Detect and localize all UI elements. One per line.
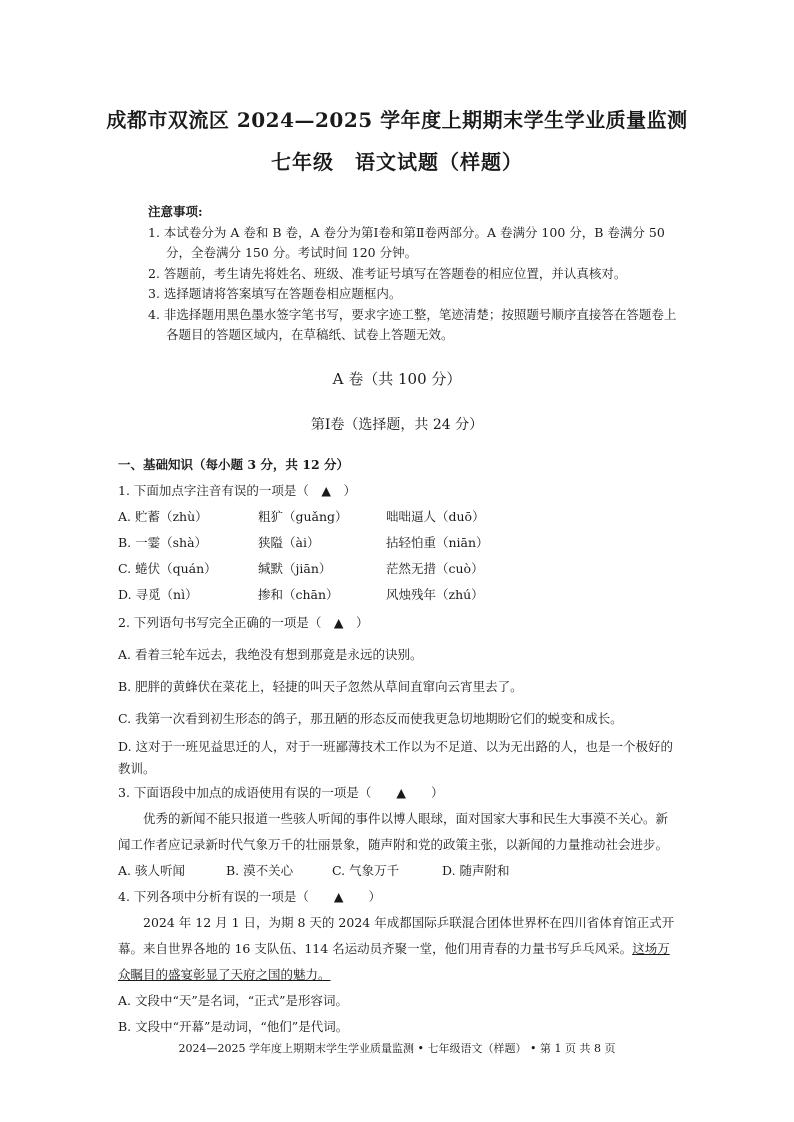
option-cell: 狭隘（ài） [258,535,320,550]
q1-option-d [118,582,678,608]
q4-option-a: A. 文段中“天”是名词，“正式”是形容词。 [118,993,349,1008]
option-cell: C. 蜷伏（quán） [118,561,217,576]
option-cell: B. 一霎（shà） [118,535,208,550]
option-cell: A. 贮蓄（zhù） [118,509,208,524]
q3-options [118,858,678,884]
q1-stem: 1. 下面加点字注音有误的一项是（ ▲ ） [118,483,357,498]
note-item: 3. 选择题请将答案填写在答题卷相应题框内。 [148,286,402,301]
questions-body [118,452,678,1040]
option-cell: 粗犷（guǎng） [258,509,348,524]
option-cell: 掺和（chān） [258,587,339,602]
q4-stem: 4. 下列各项中分析有误的一项是（ ▲ ） [118,889,382,904]
q3-passage: 优秀的新闻不能只报道一些骇人听闻的事件以博人眼球，面对国家大事和民生大事漠不关心。新闻工作者应记录新时代气象万千的壮丽景象，随声附和党的政策主张，以新闻的力量推动社会进步。 [118,811,669,852]
option-cell: 风烛残年（zhú） [386,587,484,602]
option-cell: D. 随声附和 [442,863,510,878]
notes-section [148,202,688,346]
option-cell: 咄咄逼人（duō） [386,509,485,524]
q2-option-d: D. 这对于一班见益思迁的人，对于一班鄙薄技术工作以为不足道、以为无出路的人，也是一个极好的教训。 [118,739,674,776]
section-i-heading: 第Ⅰ卷（选择题，共 24 分） [310,417,484,433]
q1-option-c [118,556,678,582]
page-footer: 2024—2025 学年度上期期末学生学业质量监测 • 七年级语文（样题） • 第 1 页 共 8 页 [178,1042,616,1055]
note-item: 4. 非选择题用黑色墨水签字笔书写，要求字迹工整，笔迹清楚；按照题号顺序直接答在答题卷上各题目的答题区域内，在草稿纸、试卷上答题无效。 [148,306,677,342]
q4-passage [118,910,678,988]
option-cell: C. 气象万千 [332,863,400,878]
option-cell: B. 漠不关心 [226,863,294,878]
q2-option-b: B. 肥胖的黄蜂伏在菜花上，轻捷的叫天子忽然从草间直窜向云宵里去了。 [118,679,523,694]
note-item: 2. 答题前，考生请先将姓名、班级、准考证号填写在答题卷的相应位置，并认真核对。 [148,265,627,281]
option-cell: D. 寻觅（nì） [118,587,198,602]
exam-title: 成都市双流区 2024—2025 学年度上期期末学生学业质量监测 [106,108,688,132]
q4-option-b: B. 文段中“开幕”是动词，“他们”是代词。 [118,1019,349,1034]
q4-passage-underlined: 这场万众瞩目的盛宴彰显了天府之国的魅力。 [118,941,670,982]
option-cell: A. 骇人听闻 [118,863,185,878]
option-cell: 茫然无措（cuò） [386,561,484,576]
q2-option-c: C. 我第一次看到初生形态的鸽子，那丑陋的形态反而使我更急切地期盼它们的蜕变和成长。 [118,711,623,726]
q1-option-b [118,530,678,556]
q2-option-a: A. 看着三轮车远去，我绝没有想到那竟是永远的诀别。 [118,647,423,662]
q4-passage-text: 2024 年 12 月 1 日，为期 8 天的 2024 年成都国际乒联混合团体世界杯在四川省体育馆正式开幕。来自世界各地的 16 支队伍、114 名运动员齐聚一堂，他们用青春的力量书写乒乓风采。 [118,915,675,956]
q2-stem: 2. 下列语句书写完全正确的一项是（ ▲ ） [118,615,369,630]
part-heading: 一、基础知识（每小题 3 分，共 12 分） [118,457,350,472]
exam-subtitle: 七年级 语文试题（样题） [271,150,523,174]
q3-stem: 3. 下面语段中加点的成语使用有误的一项是（ ▲ ） [118,785,444,800]
note-item: 1. 本试卷分为 A 卷和 B 卷，A 卷分为第Ⅰ卷和第Ⅱ卷两部分。A 卷满分 100 分，B 卷满分 50 分，全卷满分 150 分。考试时间 120 分钟。 [148,224,665,260]
section-a-heading: A 卷（共 100 分） [332,370,462,388]
option-cell: 拈轻怕重（niān） [386,535,489,550]
notes-heading: 注意事项: [148,204,203,219]
q1-option-a [118,504,678,530]
option-cell: 缄默（jiān） [258,561,332,576]
